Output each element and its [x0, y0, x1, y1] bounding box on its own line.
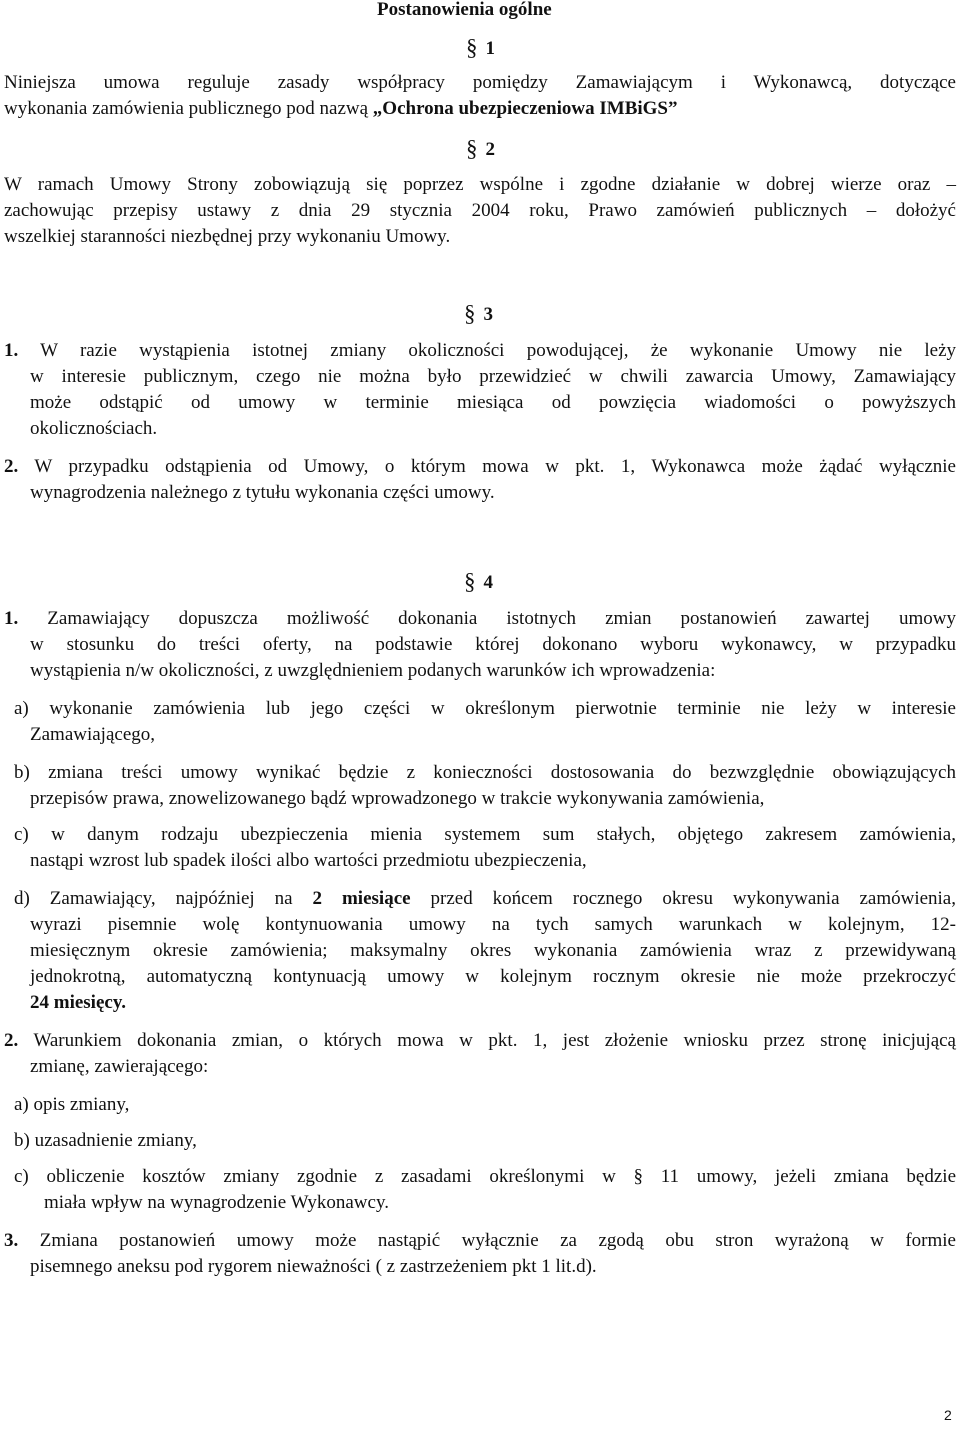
section-2-line: zachowując przepisy ustawy z dnia 29 stycznia 2004 roku, Prawo zamówień publicznych – dołożyć [4, 200, 956, 221]
section-3-point-2: 2. W przypadku odstąpienia od Umowy, o którym mowa w pkt. 1, Wykonawca może żądać wyłącznie [4, 456, 956, 477]
section-4-point-3: 3. Zmiana postanowień umowy może nastąpić wyłącznie za zgodą obu stron wyrażoną w formie [4, 1230, 956, 1251]
list-item-b-cont: przepisów prawa, znowelizowanego bądź wprowadzonego w trakcie wykonywania zamówienia, [30, 788, 765, 809]
section-4-line: pisemnego aneksu pod rygorem nieważności ( z zastrzeżeniem pkt 1 lit.d). [30, 1256, 597, 1277]
section-3-line: wynagrodzenia należnego z tytułu wykonania części umowy. [30, 482, 495, 503]
list-item-d-cont: wyrazi pisemnie wolę kontynuowania umowy na tych samych warunkach w kolejnym, 12- [30, 914, 956, 935]
list-item-d-cont: 24 miesięcy. [30, 992, 127, 1013]
list-item-a-cont: Zamawiającego, [30, 724, 156, 745]
sub-item-c: c) obliczenie kosztów zmiany zgodnie z zasadami określonymi w § 11 umowy, jeżeli zmiana będzie [14, 1166, 956, 1187]
section-1-line: wykonania zamówienia publicznego pod nazwą „Ochrona ubezpieczeniowa IMBiGS” [4, 98, 678, 119]
list-item-a: a) wykonanie zamówienia lub jego części w określonym pierwotnie terminie nie leży w interesie [14, 698, 956, 719]
section-3-point-1: 1. W razie wystąpienia istotnej zmiany okoliczności powodującej, że wykonanie Umowy nie leży [4, 340, 956, 361]
list-item-d-cont: miesięcznym okresie zamówienia; maksymalny okres wykonania zamówienia wraz z przewidywaną [30, 940, 956, 961]
section-2-line: W ramach Umowy Strony zobowiązują się poprzez wspólne i zgodne działanie w dobrej wierze oraz – [4, 174, 956, 195]
page-number: 2 [944, 1407, 952, 1423]
section-2-title: § 2 [466, 136, 495, 161]
section-3-line: okolicznościach. [30, 418, 158, 439]
section-4-point-2: 2. Warunkiem dokonania zmian, o których mowa w pkt. 1, jest złożenie wniosku przez stronę inicjującą [4, 1030, 956, 1051]
list-item-d: d) Zamawiający, najpóźniej na 2 miesiące przed końcem rocznego okresu wykonywania zamówienia, [14, 888, 956, 909]
section-3-line: w interesie publicznym, czego nie można było przewidzieć w chwili zawarcia Umowy, Zamawiający [30, 366, 956, 387]
section-3-title: § 3 [464, 301, 493, 326]
sub-item-a: a) opis zmiany, [14, 1094, 130, 1115]
section-1-title: § 1 [466, 35, 495, 60]
section-4-line: wystąpienia n/w okoliczności, z uwzględnieniem podanych warunków ich wprowadzenia: [30, 660, 716, 681]
list-item-c-cont: nastąpi wzrost lub spadek ilości albo wartości przedmiotu ubezpieczenia, [30, 850, 587, 871]
section-4-point-1: 1. Zamawiający dopuszcza możliwość dokonania istotnych zmian postanowień zawartej umowy [4, 608, 956, 629]
list-item-b: b) zmiana treści umowy wynikać będzie z konieczności dostosowania do bezwzględnie obowiązujących [14, 762, 956, 783]
section-4-title: § 4 [464, 569, 493, 594]
section-3-line: może odstąpić od umowy w terminie miesiąca od powzięcia wiadomości o powyższych [30, 392, 956, 413]
list-item-d-cont: jednokrotną, automatyczną kontynuacją umowy w kolejnym rocznym okresie nie może przekroczyć [30, 966, 956, 987]
page-heading: Postanowienia ogólne [377, 0, 552, 20]
section-4-line: w stosunku do treści oferty, na podstawie której dokonano wyboru wykonawcy, w przypadku [30, 634, 956, 655]
sub-item-c-cont: miała wpływ na wynagrodzenie Wykonawcy. [44, 1192, 389, 1213]
section-1-line: Niniejsza umowa reguluje zasady współpracy pomiędzy Zamawiającym i Wykonawcą, dotyczące [4, 72, 956, 93]
section-4-line: zmianę, zawierającego: [30, 1056, 209, 1077]
section-2-line: wszelkiej staranności niezbędnej przy wykonaniu Umowy. [4, 226, 451, 247]
sub-item-b: b) uzasadnienie zmiany, [14, 1130, 197, 1151]
list-item-c: c) w danym rodzaju ubezpieczenia mienia systemem sum stałych, objętego zakresem zamówienia, [14, 824, 956, 845]
